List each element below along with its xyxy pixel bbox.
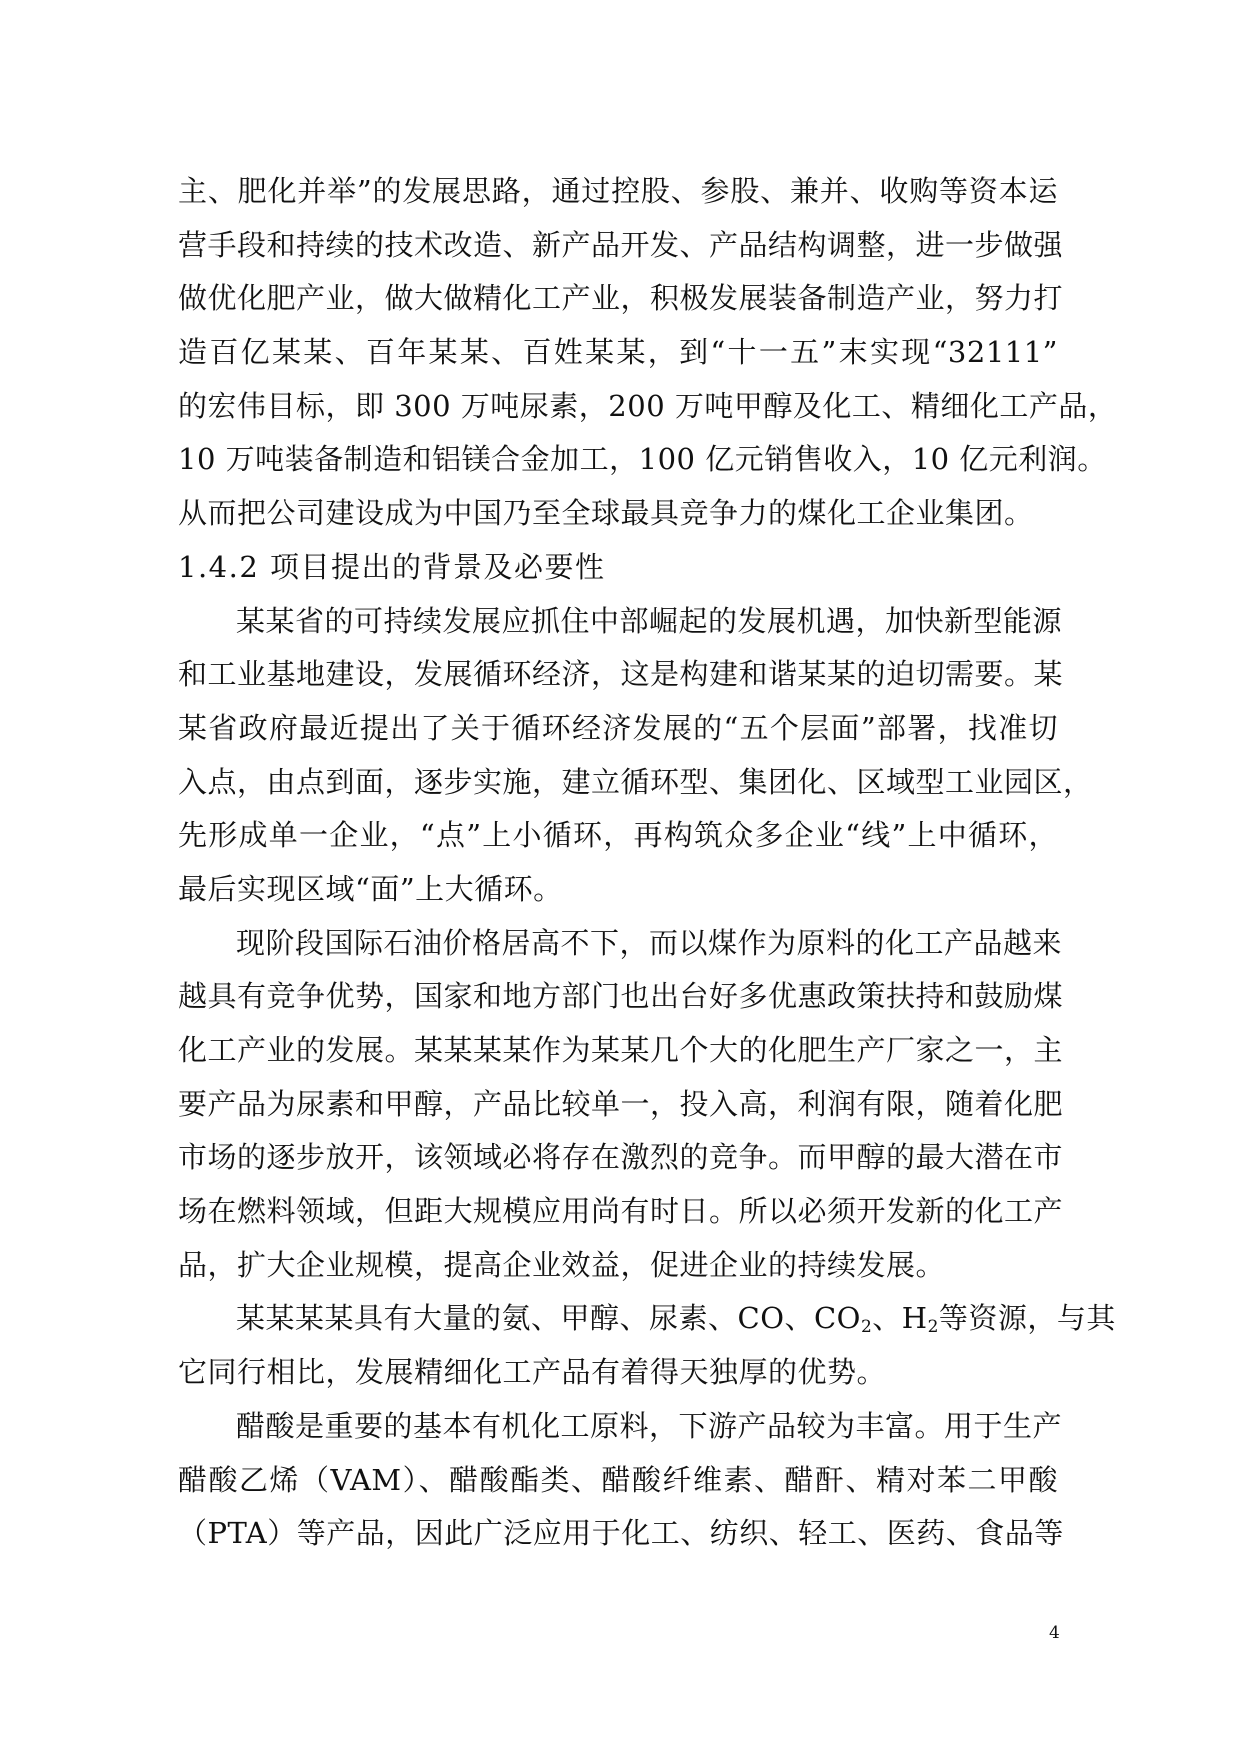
text-line: 品，扩大企业规模，提高企业效益，促进企业的持续发展。 bbox=[178, 1247, 946, 1282]
paragraph-lines-continued bbox=[178, 1346, 1064, 1561]
text-line: 某某省的可持续发展应抓住中部崛起的发展机遇，加快新型能源 bbox=[236, 603, 1063, 638]
text-line: 最后实现区域“面”上大循环。 bbox=[178, 871, 563, 906]
text-line: 营手段和持续的技术改造、新产品开发、产品结构调整，进一步做强 bbox=[178, 227, 1064, 262]
text-line: 化工产业的发展。某某某某作为某某几个大的化肥生产厂家之一，主 bbox=[178, 1033, 1064, 1067]
text-line: 越具有竞争优势，国家和地方部门也出台好多优惠政策扶持和鼓励煤 bbox=[178, 979, 1064, 1014]
text-line: 主、肥化并举”的发展思路，通过控股、参股、兼并、收购等资本运 bbox=[178, 174, 1058, 208]
text-line: 做优化肥产业，做大做精化工产业，积极发展装备制造产业，努力打 bbox=[178, 281, 1064, 316]
text-line: 先形成单一企业，“点”上小循环，再构筑众多企业“线”上中循环， bbox=[178, 818, 1058, 853]
text-line: 某省政府最近提出了关于循环经济发展的“五个层面”部署，找准切 bbox=[178, 710, 1058, 745]
text-line: 场在燃料领域，但距大规模应用尚有时日。所以必须开发新的化工产 bbox=[178, 1194, 1064, 1229]
text-line: 从而把公司建设成为中国乃至全球最具竞争力的煤化工企业集团。 bbox=[178, 496, 1034, 531]
text-line: 醋酸乙烯（VAM）、醋酸酯类、醋酸纤维素、醋酐、精对苯二甲酸 bbox=[178, 1462, 1058, 1497]
text-line: 造百亿某某、百年某某、百姓某某，到“十一五”末实现“32111” bbox=[178, 335, 1058, 370]
resource-text-part2: 、H bbox=[872, 1301, 928, 1336]
text-line: 10 万吨装备制造和铝镁合金加工，100 亿元销售收入，10 亿元利润。 bbox=[178, 442, 1107, 477]
text-line: 和工业基地建设，发展循环经济，这是构建和谐某某的迫切需要。某 bbox=[178, 657, 1064, 692]
paragraph-lines bbox=[178, 165, 1118, 1292]
co2-subscript: 2 bbox=[860, 1317, 873, 1338]
text-line: 要产品为尿素和甲醇，产品比较单一，投入高，利润有限，随着化肥 bbox=[178, 1086, 1064, 1121]
body-text bbox=[178, 165, 1118, 1561]
text-line: 入点，由点到面，逐步实施，建立循环型、集团化、区域型工业园区， bbox=[178, 764, 1093, 799]
resource-text-part3: 等资源，与其 bbox=[938, 1301, 1116, 1336]
text-line: （PTA）等产品，因此广泛应用于化工、纺织、轻工、医药、食品等 bbox=[178, 1516, 1064, 1551]
page-number: 4 bbox=[1049, 1623, 1060, 1643]
section-heading: 1.4.2 项目提出的背景及必要性 bbox=[178, 549, 606, 584]
text-line-resources bbox=[178, 1292, 1116, 1346]
text-line: 它同行相比，发展精细化工产品有着得天独厚的优势。 bbox=[178, 1355, 887, 1390]
text-line: 醋酸是重要的基本有机化工原料，下游产品较为丰富。用于生产 bbox=[236, 1408, 1063, 1443]
text-line: 市场的逐步放开，该领域必将存在激烈的竞争。而甲醇的最大潜在市 bbox=[178, 1140, 1064, 1175]
text-line: 的宏伟目标，即 300 万吨尿素，200 万吨甲醇及化工、精细化工产品， bbox=[178, 388, 1118, 423]
h2-subscript: 2 bbox=[927, 1317, 939, 1338]
text-line: 现阶段国际石油价格居高不下，而以煤作为原料的化工产品越来 bbox=[236, 925, 1063, 960]
resource-text-part1: 某某某某具有大量的氨、甲醇、尿素、CO、CO bbox=[236, 1301, 861, 1336]
